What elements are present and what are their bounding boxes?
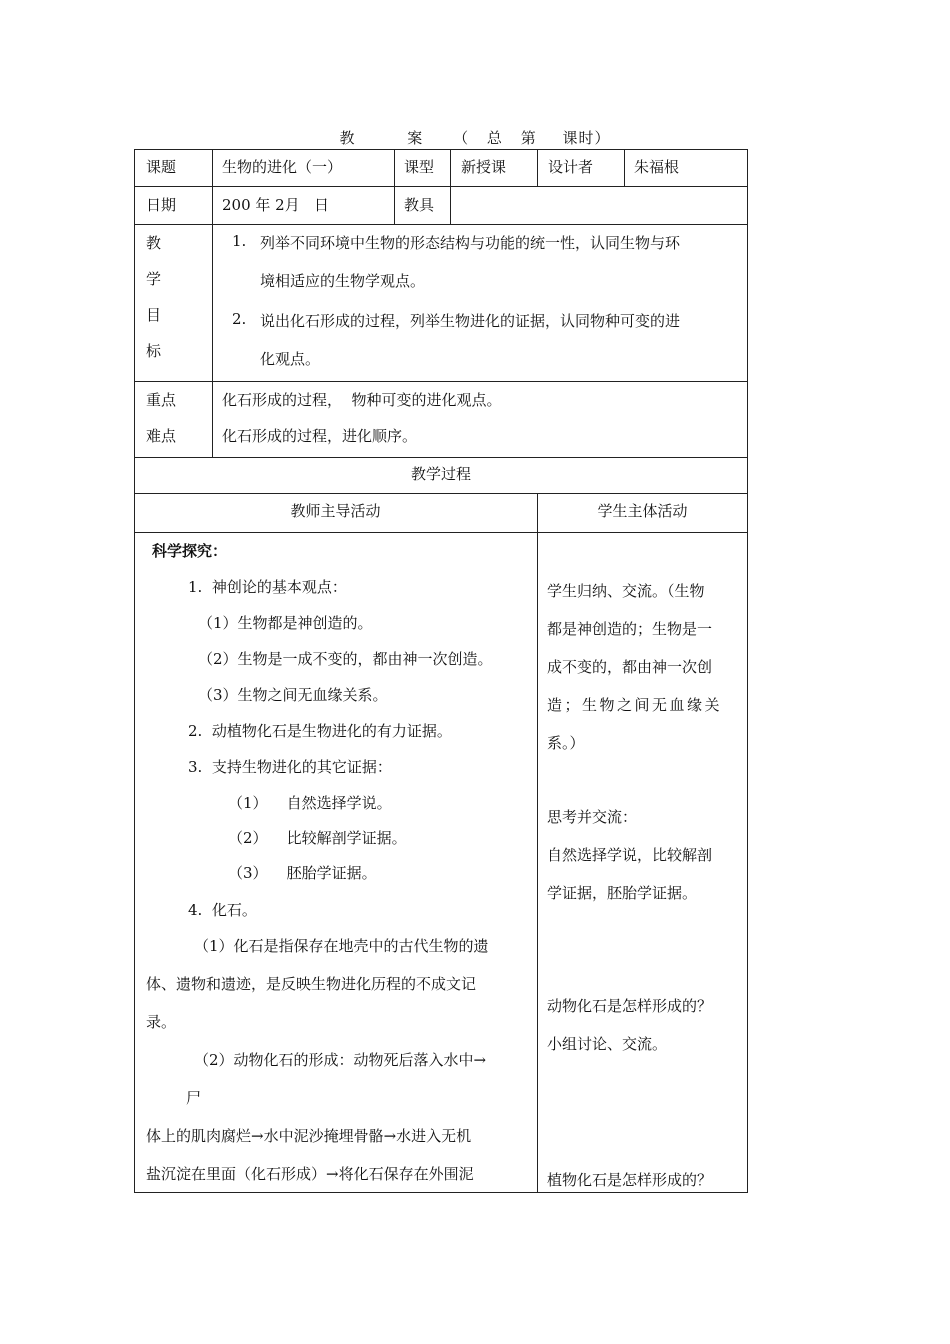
goal-text: 化观点。 [260,350,321,368]
date-value: 200 年 2月 日 [222,196,330,214]
type-value: 新授课 [461,158,507,176]
student-line: 系。） [547,734,585,752]
type-label: 课型 [404,158,435,176]
goal-number: 1. [232,232,247,250]
topic-label: 课题 [146,158,177,176]
student-line: 学生归纳、交流。（生物 [547,582,705,600]
student-line: 自然选择学说，比较解剖 [547,846,713,864]
goal-text: 列举不同环境中生物的形态结构与功能的统一性，认同生物与环 [260,234,681,252]
goal-text: 境相适应的生物学观点。 [260,272,426,290]
title-char: 课时） [562,129,611,147]
goals-label-char: 标 [146,342,162,360]
teacher-heading: 教师主导活动 [290,502,381,520]
teacher-line: 体、遗物和遗迹，是反映生物进化历程的不成文记 [146,975,477,993]
student-line: 小组讨论、交流。 [547,1035,668,1053]
designer-label: 设计者 [548,158,594,176]
teacher-line: 体上的肌肉腐烂→水中泥沙掩埋骨骼→水进入无机 [146,1127,472,1145]
process-heading: 教学过程 [410,465,471,483]
goals-label-char: 学 [146,270,162,288]
title-char: 教 [339,129,356,147]
teacher-line: （2）生物是一成不变的，都由神一次创造。 [198,650,493,668]
teacher-line: 3. 支持生物进化的其它证据： [188,758,392,776]
teacher-line: （2） 比较解剖学证据。 [228,829,407,847]
teacher-line: 盐沉淀在里面（化石形成）→将化石保存在外围泥 [146,1165,474,1183]
teacher-line: （3）生物之间无血缘关系。 [198,686,388,704]
teacher-line: 4. 化石。 [188,901,257,919]
key-point-value: 化石形成的过程， 物种可变的进化观点。 [222,391,502,409]
topic-value: 生物的进化（一） [222,158,343,176]
teacher-line: 录。 [146,1013,177,1031]
teacher-line: （3） 胚胎学证据。 [228,864,377,882]
student-line: 都是神创造的；生物是一 [547,620,713,638]
student-line: 学证据，胚胎学证据。 [547,884,698,902]
goals-label-char: 教 [146,234,162,252]
hard-point-label: 难点 [146,427,177,445]
student-heading: 学生主体活动 [597,502,688,520]
key-point-label: 重点 [146,391,177,409]
goal-text: 说出化石形成的过程，列举生物进化的证据，认同物种可变的进 [260,312,681,330]
teacher-line: 尸 [186,1089,202,1107]
teacher-line: （1） 自然选择学说。 [228,794,392,812]
page-title [0,127,950,148]
date-label: 日期 [146,196,177,214]
teacher-line: 1. 神创论的基本观点： [188,578,347,596]
title-char: 总 [486,129,503,147]
designer-value: 朱福根 [634,158,680,176]
aids-label: 教具 [404,196,435,214]
teacher-line: （1）生物都是神创造的。 [198,614,373,632]
teacher-line: （2）动物化石的形成：动物死后落入水中→ [194,1051,487,1069]
teacher-line: （1）化石是指保存在地壳中的古代生物的遗 [194,937,489,955]
title-char: 第 [520,129,537,147]
title-char: （ [453,129,470,147]
title-char: 案 [407,129,424,147]
student-line: 植物化石是怎样形成的？ [547,1171,713,1189]
hard-point-value: 化石形成的过程，进化顺序。 [222,427,418,445]
student-line: 动物化石是怎样形成的？ [547,997,713,1015]
goals-label-char: 目 [146,306,162,324]
goal-number: 2. [232,310,247,328]
student-line: 造；生物之间无血缘关 [547,696,723,714]
student-line: 思考并交流： [547,808,638,826]
student-line: 成不变的，都由神一次创 [547,658,713,676]
teacher-line: 2. 动植物化石是生物进化的有力证据。 [188,722,452,740]
section-heading: 科学探究： [152,542,228,560]
